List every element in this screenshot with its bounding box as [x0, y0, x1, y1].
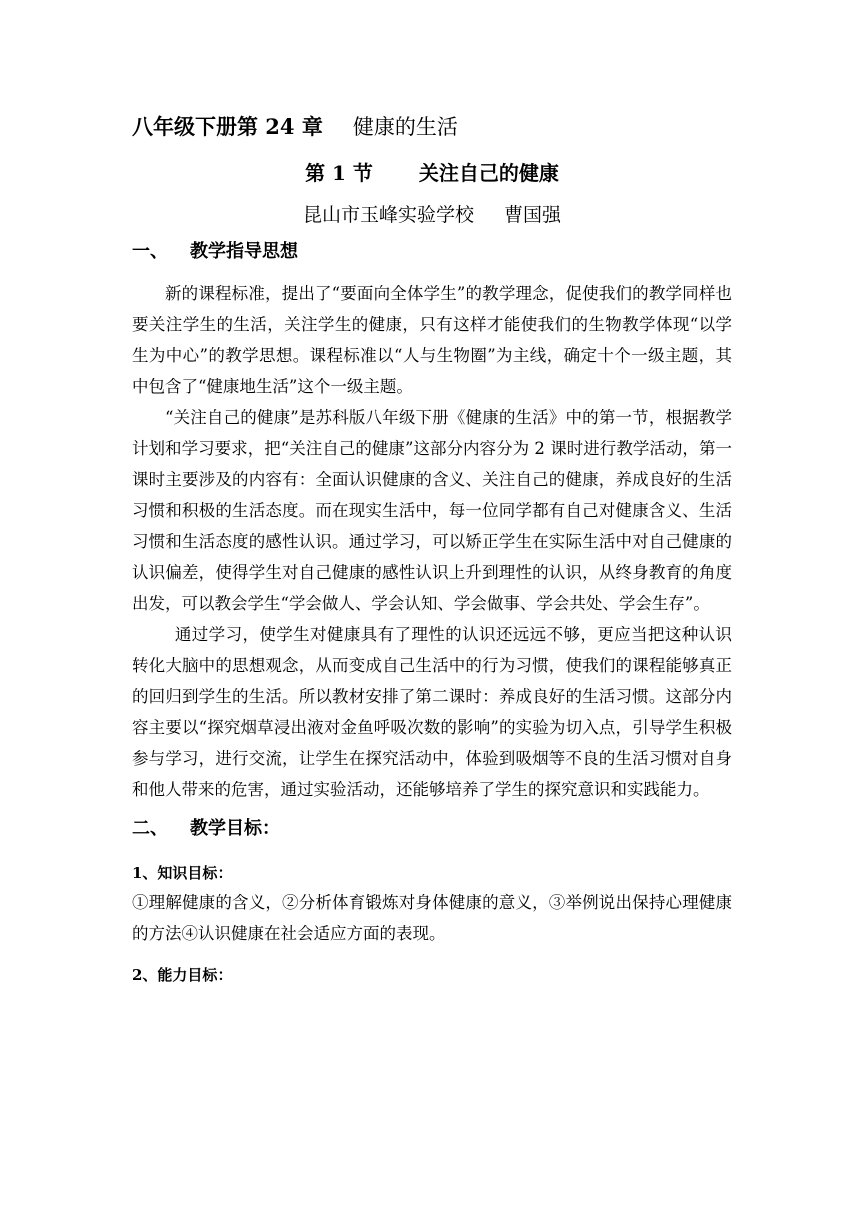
ability-goal-label: 2、能力目标：	[132, 966, 233, 984]
knowledge-goal-text: ①理解健康的含义，②分析体育锻炼对身体健康的意义，③举例说出保持心理健康的方法④认识健康在社会适应方面的表现。	[132, 893, 732, 943]
author-school: 昆山市玉峰实验学校	[302, 204, 474, 226]
heading-number: 一、	[132, 241, 168, 262]
author-name: 曹国强	[504, 204, 562, 226]
chapter-name: 健康的生活	[352, 115, 458, 139]
section-title	[132, 158, 732, 188]
heading-teaching-philosophy	[132, 238, 732, 270]
paragraph: 通过学习，使学生对健康具有了理性的认识还远远不够，更应当把这种认识转化大脑中的思想观念，从而变成自己生活中的行为习惯，使我们的课程能够真正的回归到学生的生活。所以教材安排了第二课时：养成良好的生活习惯。这部分内容主要以“探究烟草浸出液对金鱼呼吸次数的影响”的实验为切入点，引导学生积极参与学习，进行交流，让学生在探究活动中，体验到吸烟等不良的生活习惯对自身和他人带来的危害，通过实验活动，还能够培养了学生的探究意识和实践能力。	[132, 625, 732, 799]
chapter-title	[132, 112, 732, 142]
knowledge-goal-label: 1、知识目标：	[132, 864, 233, 882]
heading-number: 二、	[132, 818, 168, 839]
section-number: 第 1 节	[305, 161, 373, 185]
paragraph: “关注自己的健康”是苏科版八年级下册《健康的生活》中的第一节，根据教学计划和学习要求，把“关注自己的健康”这部分内容分为 2 课时进行教学活动，第一课时主要涉及的内容有：全面认识健康的含义、关注自己的健康，养成良好的生活习惯和积极的生活态度。而在现实生活中，每一位同学都有自己对健康含义、生活习惯和生活态度的感性认识。通过学习，可以矫正学生在实际生活中对自己健康的认识偏差，使得学生对自己健康的感性认识上升到理性的认识，从终身教育的角度出发，可以教会学生“学会做人、学会认知、学会做事、学会共处、学会生存”。	[132, 408, 732, 613]
author-line	[132, 200, 732, 230]
heading-teaching-goals	[132, 815, 732, 847]
chapter-number: 八年级下册第 24 章	[132, 114, 323, 139]
paragraph: 新的课程标准，提出了“要面向全体学生”的教学理念，促使我们的教学同样也要关注学生的生活，关注学生的健康，只有这样才能使我们的生物教学体现“以学生为中心”的教学思想。课程标准以“人与生物圈”为主线，确定十个一级主题，其中包含了“健康地生活”这个一级主题。	[132, 284, 732, 396]
heading-text: 教学目标：	[190, 818, 280, 839]
section-name: 关注自己的健康	[418, 161, 559, 185]
document-content	[132, 112, 732, 989]
heading-text: 教学指导思想	[190, 241, 298, 262]
